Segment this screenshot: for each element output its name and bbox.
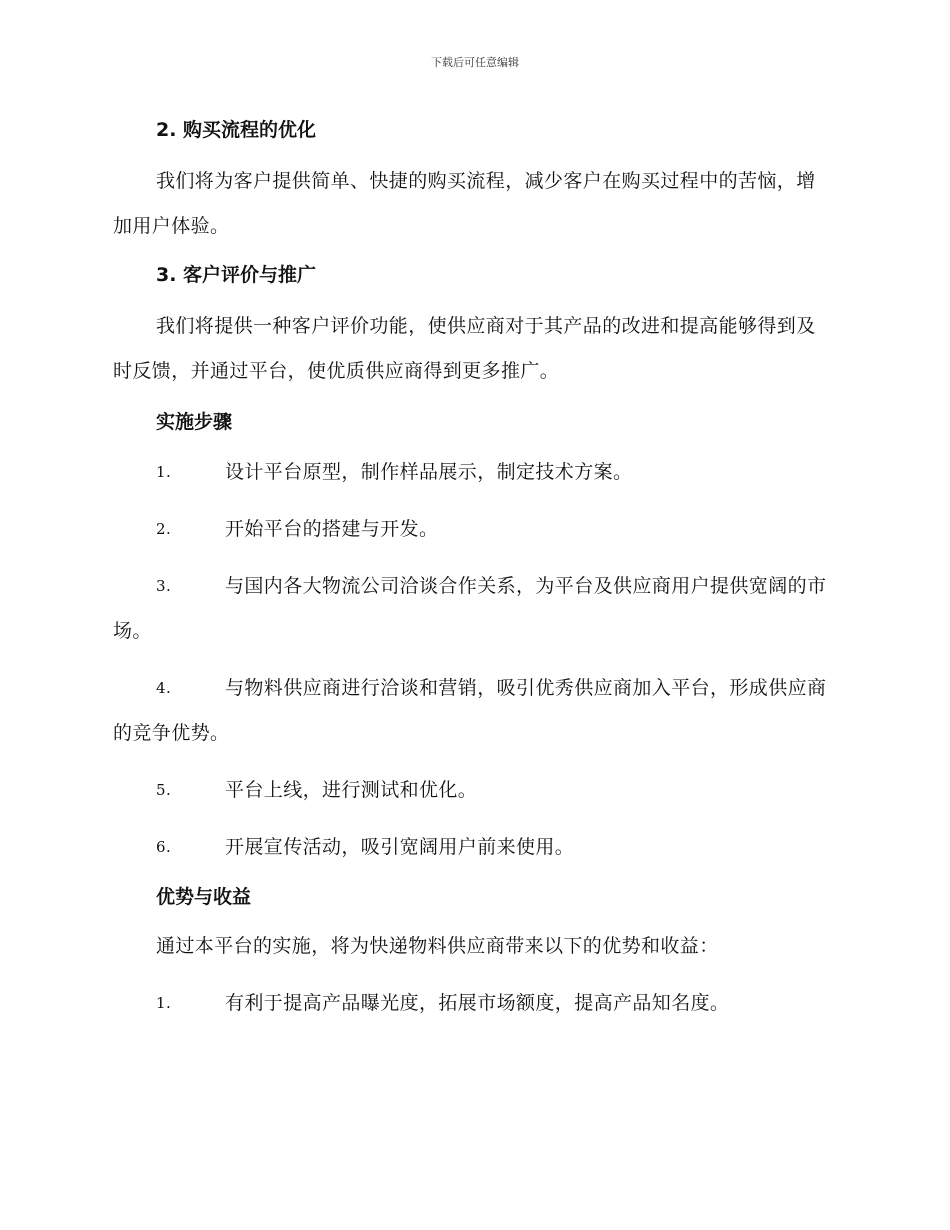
section-heading-benefits: 优势与收益 xyxy=(156,886,252,908)
list-item xyxy=(113,450,833,495)
list-item-text: 开始平台的搭建与开发。 xyxy=(225,518,439,540)
list-item-text: 开展宣传活动，吸引宽阔用户前来使用。 xyxy=(225,836,575,858)
list-item-text-content: 与国内各大物流公司洽谈合作关系，为平台及供应商用户提供宽阔的市场。 xyxy=(113,575,827,642)
list-item xyxy=(113,768,833,813)
header-note: 下载后可任意编辑 xyxy=(431,56,519,69)
list-item-number: 5. xyxy=(156,781,172,799)
paragraph-purchase-flow: 我们将为客户提供简单、快捷的购买流程，减少客户在购买过程中的苦恼，增加用户体验。 xyxy=(113,170,816,237)
list-item-text xyxy=(113,666,833,756)
list-item xyxy=(113,981,833,1026)
paragraph-benefits-intro: 通过本平台的实施，将为快递物料供应商带来以下的优势和收益： xyxy=(156,935,719,957)
section-heading-steps: 实施步骤 xyxy=(156,411,233,433)
list-item-number: 2. xyxy=(156,520,172,538)
list-item-text-content: 与物料供应商进行洽谈和营销，吸引优秀供应商加入平台，形成供应商的竞争优势。 xyxy=(113,677,827,744)
list-item-number: 1. xyxy=(156,994,172,1012)
list-item-text: 有利于提高产品曝光度，拓展市场额度，提高产品知名度。 xyxy=(225,992,730,1014)
list-item-number: 6. xyxy=(156,838,172,856)
list-item-text: 设计平台原型，制作样品展示，制定技术方案。 xyxy=(225,461,633,483)
list-item-text: 平台上线，进行测试和优化。 xyxy=(225,779,478,801)
document-body xyxy=(113,112,833,1026)
list-item-number: 3. xyxy=(156,577,172,595)
section-heading-review-promotion: 3. 客户评价与推广 xyxy=(156,264,317,286)
list-item xyxy=(113,564,833,654)
section-heading-purchase-flow: 2. 购买流程的优化 xyxy=(156,119,317,141)
list-item xyxy=(113,507,833,552)
list-item xyxy=(113,666,833,756)
list-item xyxy=(113,825,833,870)
paragraph-review-promotion: 我们将提供一种客户评价功能，使供应商对于其产品的改进和提高能够得到及时反馈，并通过平台，使优质供应商得到更多推广。 xyxy=(113,315,816,382)
list-item-text xyxy=(113,564,833,654)
list-item-number: 1. xyxy=(156,463,172,481)
list-item-number: 4. xyxy=(156,679,172,697)
